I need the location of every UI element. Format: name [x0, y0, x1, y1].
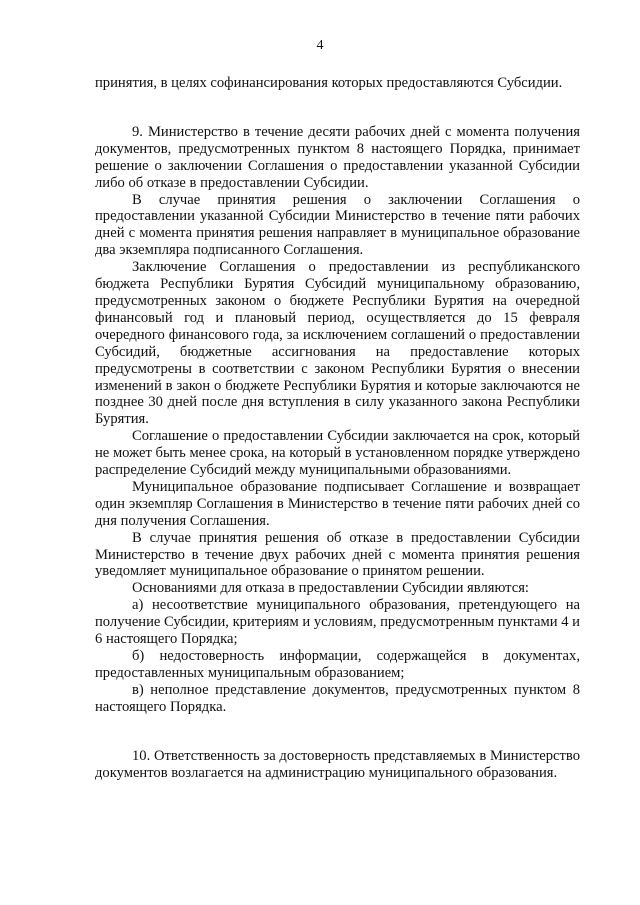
paragraph-clause-9: 9. Министерство в течение десяти рабочих дней с момента получения документов, предусмотренных пунктом 8 настоящего Порядка, принимает решение о заключении Соглашения о предоставлении указанной Субсидии либо об отказе в предоставлении Субсидии.: [95, 123, 580, 191]
document-body: [95, 75, 580, 781]
section-gap: [95, 92, 580, 124]
paragraph: В случае принятия решения об отказе в предоставлении Субсидии Министерство в течение двух рабочих дней с момента принятия решения уведомляет муниципальное образование о принятом решении.: [95, 529, 580, 580]
list-item-c: в) неполное представление документов, предусмотренных пунктом 8 настоящего Порядка.: [95, 681, 580, 715]
paragraph: Заключение Соглашения о предоставлении из республиканского бюджета Республики Бурятия Субсидий муниципальному образованию, предусмотренных законом о бюджете Республики Бурятия на очередной финансовый год и плановый период, осуществляется до 15 февраля очередного финансового года, за исключением соглашений о предоставлении Субсидий, бюджетные ассигнования на предоставление которых предусмотрены в соответствии с законом Республики Бурятия о внесении изменений в закон о бюджете Республики Бурятия и которые заключаются не позднее 30 дней после дня вступления в силу указанного закона Республики Бурятия.: [95, 259, 580, 428]
paragraph-clause-10: 10. Ответственность за достоверность представляемых в Министерство документов возлагается на администрацию муниципального образования.: [95, 747, 580, 781]
section-gap: [95, 716, 580, 748]
paragraph-continuation: принятия, в целях софинансирования которых предоставляются Субсидии.: [95, 75, 563, 91]
paragraph: Муниципальное образование подписывает Соглашение и возвращает один экземпляр Соглашения в Министерство в течение пяти рабочих дней со дня получения Соглашения.: [95, 478, 580, 529]
paragraph: Соглашение о предоставлении Субсидии заключается на срок, который не может быть менее срока, на который в установленном порядке утверждено распределение Субсидий между муниципальными образованиями.: [95, 428, 580, 479]
page-number: 4: [316, 38, 324, 53]
paragraph-list-intro: Основаниями для отказа в предоставлении Субсидии являются:: [132, 580, 529, 597]
list-item-a: а) несоответствие муниципального образования, претендующего на получение Субсидии, критериям и условиям, предусмотренным пунктами 4 и 6 настоящего Порядка;: [95, 597, 580, 648]
list-item-b: б) недостоверность информации, содержащейся в документах, предоставленных муниципальным образованием;: [95, 648, 580, 681]
paragraph: В случае принятия решения о заключении Соглашения о предоставлении указанной Субсидии Министерство в течение пяти рабочих дней с момента принятия решения направляет в муниципальное образование два экземпляра подписанного Соглашения.: [95, 191, 580, 259]
